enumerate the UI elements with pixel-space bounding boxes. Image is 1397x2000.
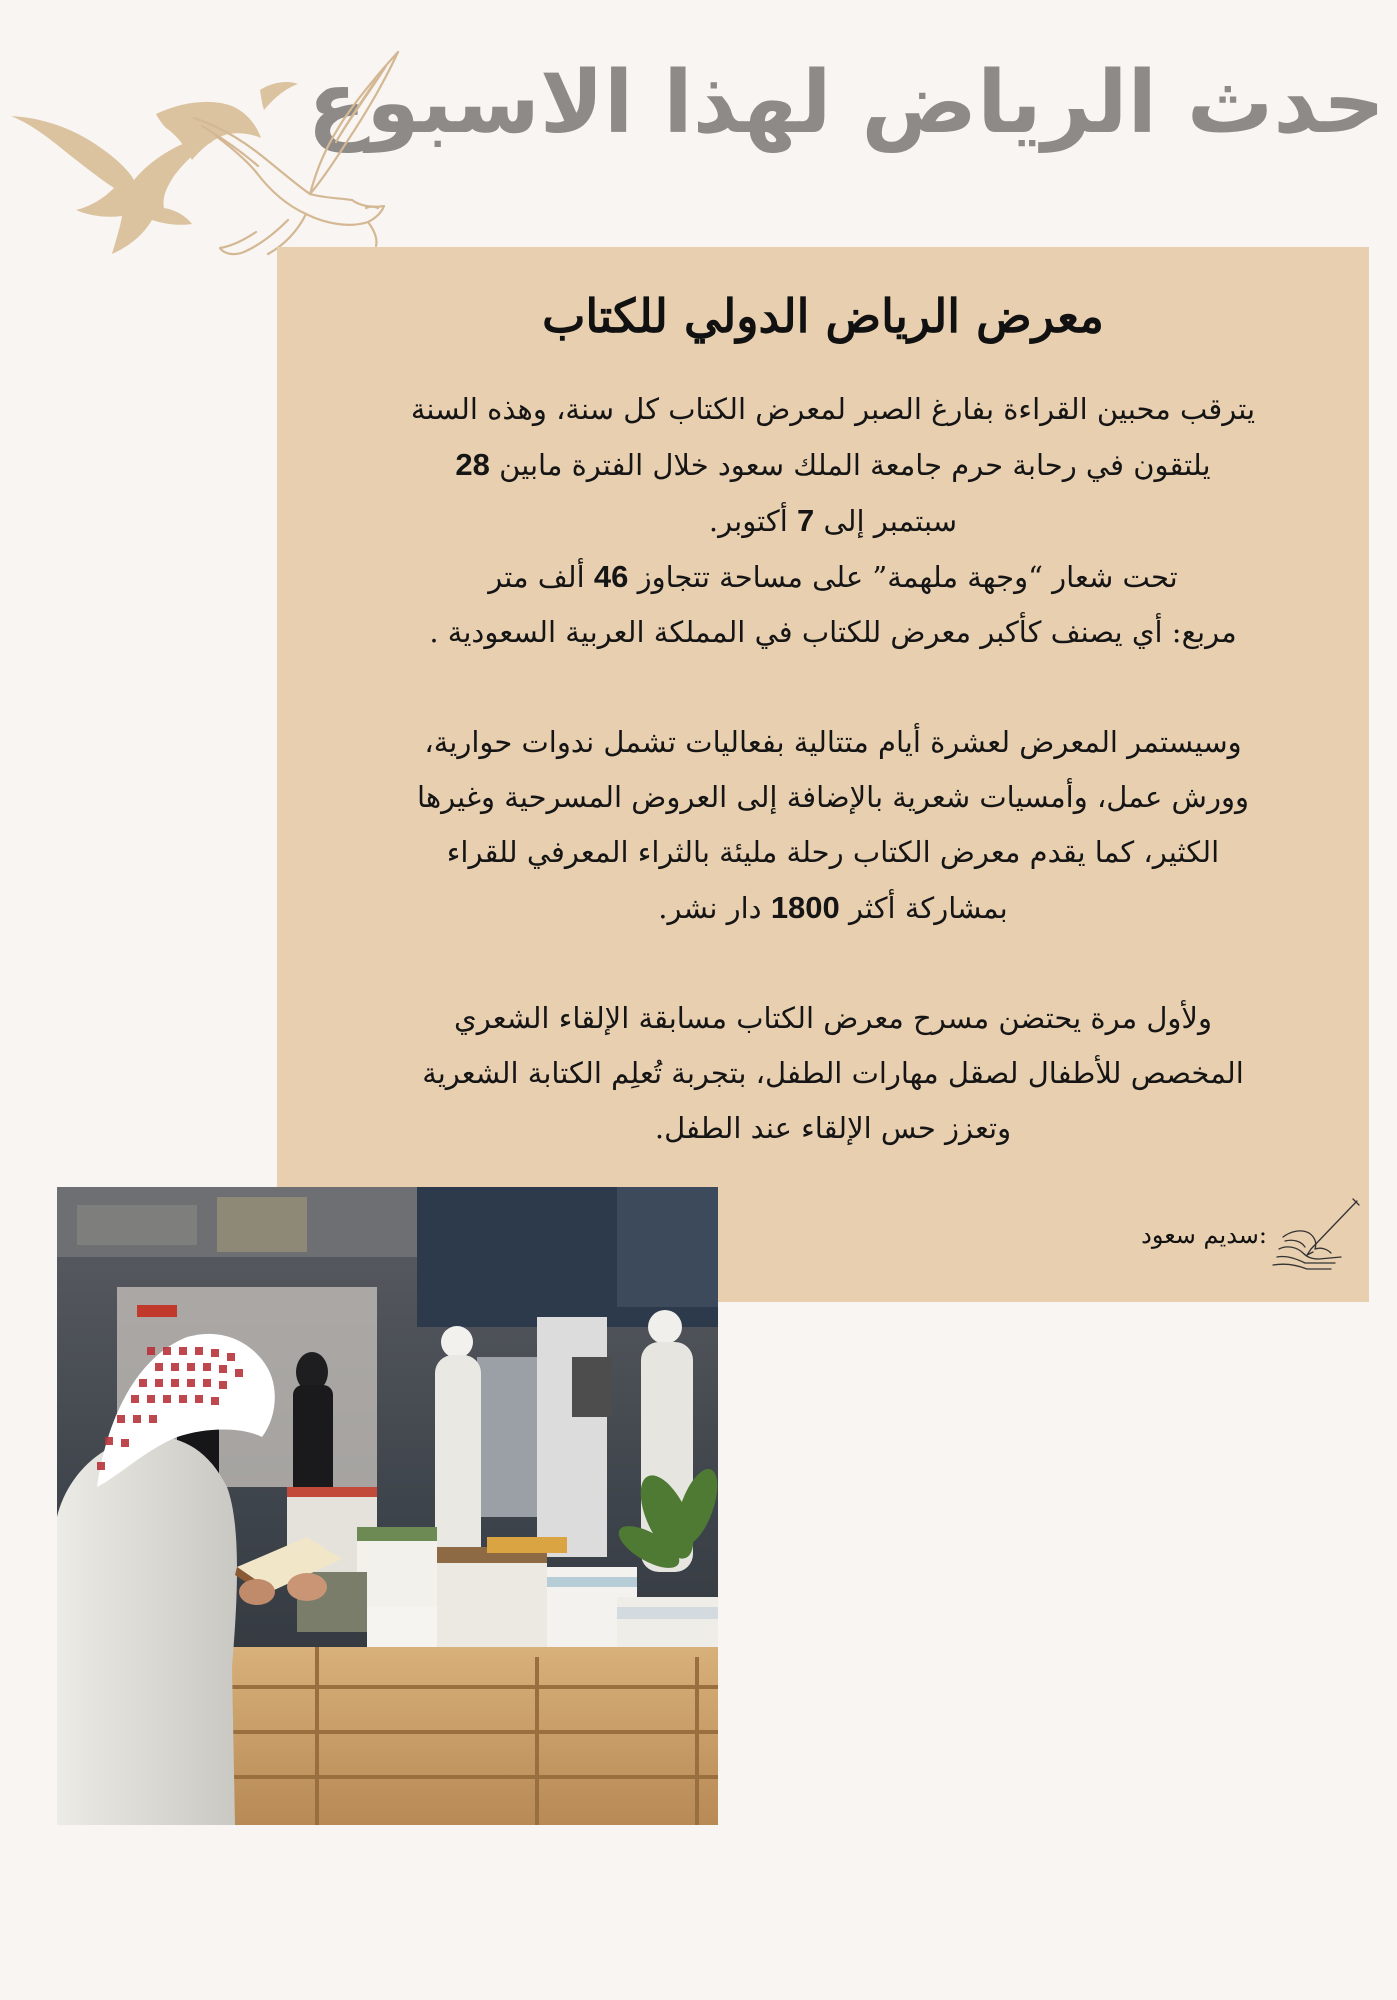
paragraph-line [307,437,1359,493]
line-text: تحت شعار “وجهة ملهمة” على مساحة تتجاوز [637,560,1178,594]
line-text: ألف متر [488,560,585,594]
paragraph-line [307,493,1359,549]
paragraph-gap [307,936,1359,991]
paragraph-line: وسيستمر المعرض لعشرة أيام متتالية بفعاليات تشمل ندوات حوارية، [424,725,1242,759]
paragraph-line [307,549,1359,605]
article-title: معرض الرياض الدولي للكتاب [542,289,1104,343]
birds-icon [6,48,406,258]
author-name: :سديم سعود [1141,1220,1267,1249]
author-signature [1141,1197,1361,1272]
hand-writing-pen-icon [1271,1197,1361,1272]
article-body [307,382,1359,1156]
paragraph-line: مربع: أي يصنف كأكبر معرض للكتاب في المملكة العربية السعودية . [429,615,1237,649]
area-number: 46 [593,559,629,594]
paragraph-line: المخصص للأطفال لصقل مهارات الطفل، بتجربة تُعلِم الكتابة الشعرية [422,1056,1244,1090]
paragraph-line: يترقب محبين القراءة بفارغ الصبر لمعرض الكتاب كل سنة، وهذه السنة [410,392,1256,426]
paragraph-line: وتعزز حس الإلقاء عند الطفل. [654,1111,1012,1145]
line-text: يلتقون في رحابة حرم جامعة الملك سعود خلال الفترة مابين [499,448,1211,482]
article-card [277,247,1369,1302]
line-text: أكتوبر. [708,504,788,538]
line-text: بمشاركة أكثر [849,891,1008,925]
date-number: 7 [797,503,815,538]
line-text: سبتمبر إلى [823,504,958,538]
line-text: دار نشر. [658,891,762,925]
paragraph-line: الكثير، كما يقدم معرض الكتاب رحلة مليئة بالثراء المعرفي للقراء [446,835,1220,869]
paragraph-line: وورش عمل، وأمسيات شعرية بالإضافة إلى العروض المسرحية وغيرها [417,780,1249,814]
paragraph-line: ولأول مرة يحتضن مسرح معرض الكتاب مسابقة الإلقاء الشعري [454,1001,1212,1035]
book-fair-visitor-photo [57,1187,718,1825]
page-title: حدث الرياض لهذا الاسبوع [307,53,1385,153]
publishers-number: 1800 [770,890,840,925]
date-number: 28 [455,447,490,482]
paragraph-gap [307,660,1359,715]
paragraph-line [307,880,1359,936]
